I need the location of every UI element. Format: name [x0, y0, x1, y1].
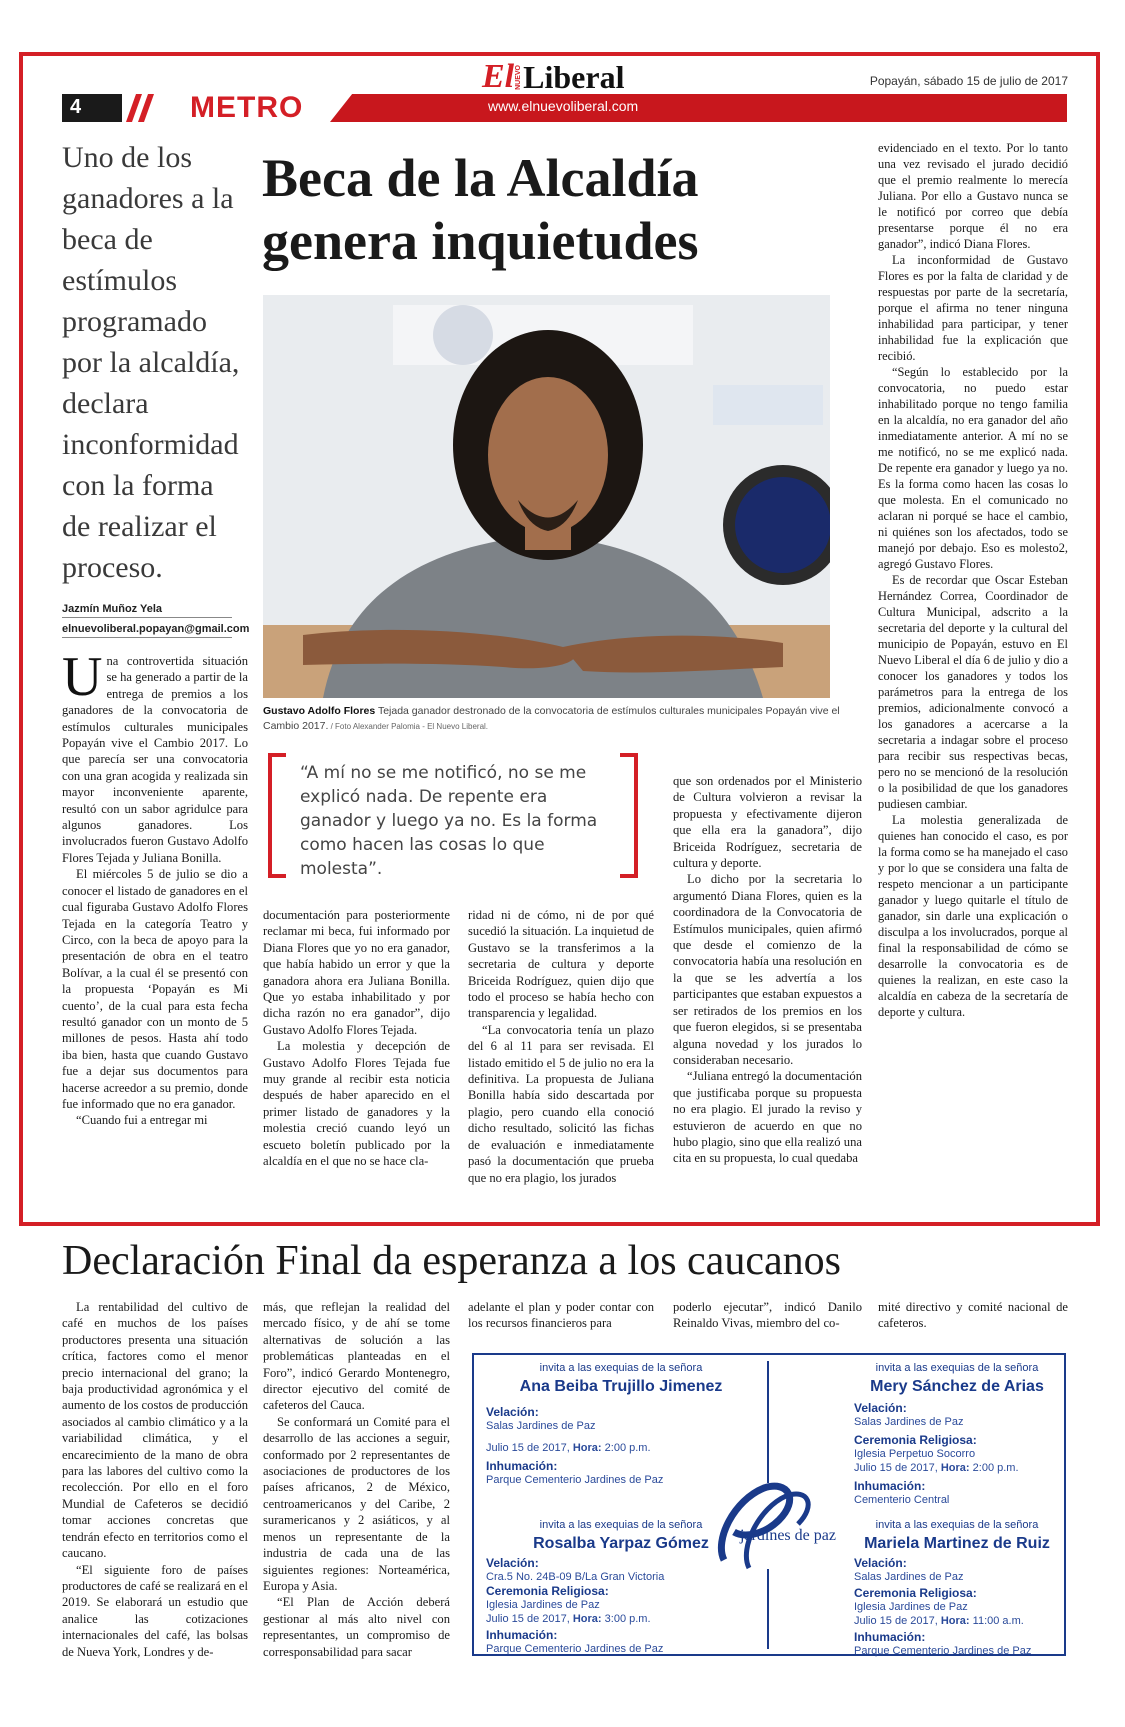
label: Ceremonia Religiosa:	[486, 1584, 609, 1598]
logo-liberal: Liberal	[523, 58, 625, 95]
date: Julio 15 de 2017,	[486, 1613, 570, 1625]
article2-column-2	[263, 1299, 450, 1660]
date: Julio 15 de 2017,	[854, 1462, 938, 1474]
paragraph: “El siguiente foro de países productores de café se realizará en el 2019. Se elaborará un estudio que analice las cotizaciones internacionales del café, las bolsas de Nueva York, Londres y de-	[62, 1562, 248, 1659]
value: Parque Cementerio Jardines de Paz	[854, 1645, 1032, 1657]
label: Inhumación:	[854, 1479, 926, 1493]
paragraph: más, que reflejan la realidad del mercado físico, y de ahí se tome alternativas de solución a las problemáticas planteadas en el Foro”, indicó Gerardo Montenegro, director ejecutivo del comité de cafeteros del Cauca.	[263, 1300, 450, 1413]
paragraph: La molestia y decepción de Gustavo Adolfo Flores Tejada fue muy grande al recibir esta noticia después de haber aparecido en el primer listado de ganadores y la molestia creció cuando leyó un escueto boletín publicado por la alcaldía en el que no se hace cla-	[263, 1039, 450, 1169]
paragraph: Es de recordar que Oscar Esteban Hernández Correa, Coordinador de Cultura Municipal, adscrito a la secretaria del deporte y la cultural del municipio de Popayán, estuvo en El Nuevo Liberal el día 6 de julio y dio a conocer los ganadores y todos los parámetros para la entrega de los premios, adicionalmente convocó a los ganadores a acercarse a la secretaria a indagar sobre el proceso para recibir sus respectivas becas, pero no se mencionó de la resolución o la posibilidad de que los ganadores pudiesen cambiar.	[878, 573, 1068, 811]
paragraph: mité directivo y comité nacional de cafeteros.	[878, 1300, 1068, 1331]
article-column-4	[673, 773, 862, 1167]
paragraph: “La convocatoria tenía un plazo del 6 al 11 para ser revisada. El listado emitido el 5 de julio no era la definitiva. La propuesta de Juliana Bonilla había sido descartada por plagio, pero cuando ella conoció dicho resultado, solicitó las fichas de evaluación e inmediatamente pasó la documentación que prueba que no era plagio, los jurados	[468, 1022, 654, 1185]
article2-column-4	[673, 1299, 862, 1332]
article2-headline: Declaración Final da esperanza a los caucanos	[62, 1238, 841, 1284]
value: Iglesia Jardines de Paz	[486, 1599, 600, 1611]
obituary-notice-1	[486, 1361, 756, 1487]
paragraph: documentación para posteriormente reclamar mi beca, fui informado por Diana Flores que yo no era ganador, que había habido un error y que la ganadora ahora era Juliana Bonilla. Que yo estaba inhabilitado y por dicha razón no era ganador”, dijo Gustavo Adolfo Flores Tejada.	[263, 908, 450, 1037]
value: Parque Cementerio Jardines de Paz	[486, 1474, 664, 1486]
value: Salas Jardines de Paz	[486, 1420, 596, 1432]
quote-bracket-right	[620, 753, 638, 878]
divider	[767, 1361, 769, 1483]
date: Julio 15 de 2017,	[854, 1615, 938, 1627]
paragraph: na controvertida situación se ha generado a partir de la entrega de premios a los ganadores de la convocatoria de estímulos culturales municipales Popayán vive el Cambio 2017. Lo que parecía ser una convocatoria con una gran acogida y realizada sin mayor inconveniente aparente, resultó con un sabor agridulce para algunos ganadores. Los involucrados fueron Gustavo Adolfo Flores Tejada y Juliana Bonilla.	[62, 654, 248, 865]
obituary-ad	[472, 1353, 1066, 1656]
deceased-name: Mery Sánchez de Arias	[870, 1378, 1044, 1395]
paragraph: Se conformará un Comité para el desarrollo de las acciones a seguir, conformado por 2 representantes de asociaciones de productores de los países africanos, 2 de México, centroamericanos y del Caribe, 2 suramericanos y 2 asiáticos, y al menos un representante de la industria de cada una de las siguientes regiones: Norteamérica, Europa y Asia.	[263, 1414, 450, 1593]
date-time	[486, 1441, 756, 1455]
obituary-notice-2	[854, 1361, 1060, 1507]
hour: 3:00 p.m.	[604, 1613, 651, 1625]
label: Inhumación:	[486, 1459, 558, 1473]
label: Ceremonia Religiosa:	[854, 1433, 977, 1447]
label: Inhumación:	[486, 1628, 558, 1642]
invite-text: invita a las exequias de la señora	[875, 1519, 1039, 1531]
brand-name: jardines de paz	[740, 1527, 836, 1544]
article2-column-5	[878, 1299, 1068, 1332]
pull-quote	[268, 753, 638, 878]
logo-nuevo: NUEVO	[515, 64, 523, 90]
deceased-name: Mariela Martinez de Ruiz	[864, 1535, 1050, 1552]
paragraph: La inconformidad de Gustavo Flores es por la falta de claridad y de respuestas por parte de la secretaría, porque el afirma no tener ninguna inhabilidad para participar, y tener inhabilidad fue la explicación que recibió.	[878, 253, 1068, 363]
label: Velación:	[854, 1401, 907, 1415]
pull-quote-text: “A mí no se me notificó, no se me explicó nada. De repente era ganador y luego ya no. Es la forma como hacen las cosas lo que molesta”.	[300, 763, 598, 879]
paragraph: evidenciado en el texto. Por lo tanto una vez revisado el jurado decidió que el premio realmente lo merecía Juliana. Por ello a Gustavo nunca se le notificó por correo que debía presentarse porque él no era ganador”, indicó Diana Flores.	[878, 141, 1068, 251]
paragraph: Lo dicho por la secretaria lo argumentó Diana Flores, quien es la coordinadora de la Convocatoria de Estímulos municipales, quien afirmó que desde el comienzo de la convocatoria había una resolución en la que se les advertía a los participantes que estaban expuestos a ser retirados de los premios en los que fueron elegidos, si se presentaba alguna novedad y los jurados lo consideraban necesario.	[673, 872, 862, 1067]
date: Julio 15 de 2017,	[486, 1442, 570, 1454]
value: Iglesia Jardines de Paz	[854, 1601, 968, 1613]
photo-caption	[263, 704, 843, 734]
label: Velación:	[486, 1405, 539, 1419]
author-email[interactable]: elnuevoliberal.popayan@gmail.com	[62, 623, 250, 635]
paragraph: “El Plan de Acción deberá gestionar al más alto nivel con representantes, un compromiso de corresponsabilidad para sacar	[263, 1595, 450, 1659]
date-time	[854, 1461, 1060, 1475]
paragraph: ridad ni de cómo, ni de por qué sucedió la situación. La inquietud de Gustavo se la transferimos a la secretaria de cultura y deporte Briceida Rodríguez, quien dijo que todo el proceso se había hecho con transparencia y legalidad.	[468, 908, 654, 1021]
paragraph: La molestia generalizada de quienes han conocido el caso, es por la forma como se ha manejado el caso y por lo que se considera una falta de respeto mencionar a un participante ganador y luego quitarle el título de ganador, sin darle una explicación o disculpa a los involucrados, porque al final la responsabilidad de cómo se desarrolle la convocatoria es de quienes la realizan, en este caso la alcaldía en cabeza de la secretaría de deporte y cultura.	[878, 813, 1068, 1019]
logo-el: El	[482, 58, 515, 95]
website-url[interactable]: www.elnuevoliberal.com	[488, 98, 639, 114]
section-stripes	[122, 94, 162, 122]
hour: 11:00 a.m.	[972, 1615, 1024, 1627]
obituary-notice-3	[486, 1518, 756, 1656]
article-photo	[263, 295, 830, 698]
value: Salas Jardines de Paz	[854, 1416, 964, 1428]
newspaper-logo	[482, 58, 624, 96]
hour-label: Hora:	[940, 1615, 970, 1627]
label: Velación:	[486, 1556, 539, 1570]
value: Cementerio Central	[854, 1494, 950, 1506]
article-deck: Uno de los ganadores a la beca de estímulos programado por la alcaldía, declara inconformidad con la forma de realizar el proceso.	[62, 141, 240, 584]
paragraph: poderlo ejecutar”, indicó Danilo Reinaldo Vivas, miembro del co-	[673, 1300, 862, 1331]
hour: 2:00 p.m.	[604, 1442, 651, 1454]
article-column-2	[263, 907, 450, 1170]
label: Velación:	[854, 1556, 907, 1570]
obituary-notice-4	[854, 1518, 1060, 1658]
page-number: 4	[62, 94, 122, 122]
value: Cra.5 No. 24B-09 B/La Gran Victoria	[486, 1571, 665, 1583]
paragraph: El miércoles 5 de julio se dio a conocer el listado de ganadores en el cual figuraba Gustavo Adolfo Flores Tejada en la categoría Teatro y Circo, con la beca de apoyo para la presentación de obra en el teatro Bolívar, a la cual él se presentó con la propuesta ‘Popayán es Mi cuento’, de la cual para esta fecha resultó ganador con un monto de 5 millones de pesos. Hasta ahí todo iba bien, hasta que cuando Gustavo fue a dejar sus documentos para hacerse acreedor a su premio, donde fue informado que no era ganador.	[62, 867, 248, 1111]
label: Ceremonia Religiosa:	[854, 1586, 977, 1600]
dropcap: U	[62, 646, 103, 708]
quote-bracket-left	[268, 753, 286, 878]
hour-label: Hora:	[572, 1613, 602, 1625]
paragraph: adelante el plan y poder contar con los recursos financieros para	[468, 1300, 654, 1331]
article-headline: Beca de la Alcaldía genera inquietudes	[262, 148, 699, 271]
paragraph: “Juliana entregó la documentación que justificaba porque su propuesta no era plagio. El jurado la reviso y estuvieron de acuerdo en que no hubo plagio, sino que ella realizó una cita en su propuesta, lo cual quedaba	[673, 1069, 862, 1166]
paragraph: “Según lo establecido por la convocatoria, no puedo estar inhabilitado porque no tengo familia en la alcaldía, no era ganador del año inmediatamente anterior. A mí no se me notificó, no se me explicó nada. De repente era ganador y luego ya no. Es la forma como hacen las cosas lo que molesta. En el comunicado no aclaran ni porqué se hace el cambio, ni quiénes son los afectados, todo se manejó por debajo. Eso es molesto2, agregó Gustavo Flores.	[878, 365, 1068, 571]
divider	[767, 1569, 769, 1649]
date-time	[854, 1614, 1060, 1628]
value: Iglesia Perpetuo Socorro	[854, 1448, 976, 1460]
caption-text: Tejada ganador destronado de la convocatoria de estímulos culturales municipales Popayán vive el Cambio 2017.	[263, 705, 840, 732]
dateline: Popayán, sábado 15 de julio de 2017	[869, 74, 1068, 88]
header-red-bar	[330, 94, 1067, 122]
divider	[62, 617, 232, 618]
paragraph: que son ordenados por el Ministerio de Cultura volvieron a revisar la propuesta y efectivamente dijeron que ella era la ganadora”, dijo Briceida Rodríguez, secretaria de cultura y deporte.	[673, 774, 862, 871]
deceased-name: Ana Beiba Trujillo Jimenez	[519, 1378, 723, 1395]
value: Salas Jardines de Paz	[854, 1571, 964, 1583]
caption-name: Gustavo Adolfo Flores	[263, 705, 376, 717]
article-column-1	[62, 646, 248, 1129]
hour-label: Hora:	[572, 1442, 602, 1454]
hour: 2:00 p.m.	[972, 1462, 1019, 1474]
caption-credit: / Foto Alexander Palomia - El Nuevo Liberal.	[328, 722, 489, 731]
photo-illustration	[263, 295, 830, 698]
invite-text: invita a las exequias de la señora	[539, 1362, 703, 1374]
article-column-3	[468, 907, 654, 1186]
value: Parque Cementerio Jardines de Paz	[486, 1643, 664, 1655]
date-time	[486, 1612, 756, 1626]
section-title: METRO	[190, 91, 304, 124]
hour-label: Hora:	[940, 1462, 970, 1474]
article2-column-3	[468, 1299, 654, 1332]
paragraph: “Cuando fui a entregar mi	[76, 1113, 208, 1128]
divider	[62, 637, 232, 638]
invite-text: invita a las exequias de la señora	[875, 1362, 1039, 1374]
paragraph: La rentabilidad del cultivo de café en muchos de los países productores presenta una situación crítica, factores como el menor precio internacional del grano; la baja productividad agronómica y el aumento de los costos de producción asociados al cambio climático y a la variabilidad climática, y el encarecimiento de la mano de obra para las labores del cultivo como la recolección. Por ello en el foro Mundial de Cafeteros se decidió tomar acciones concretas que tendrán efecto en territorios como el caucano.	[62, 1300, 248, 1561]
deceased-name: Rosalba Yarpaz Gómez	[533, 1535, 709, 1552]
author-name: Jazmín Muñoz Yela	[62, 603, 163, 615]
article-column-5	[878, 140, 1068, 1020]
article2-column-1	[62, 1299, 248, 1660]
label: Inhumación:	[854, 1630, 926, 1644]
invite-text: invita a las exequias de la señora	[539, 1519, 703, 1531]
